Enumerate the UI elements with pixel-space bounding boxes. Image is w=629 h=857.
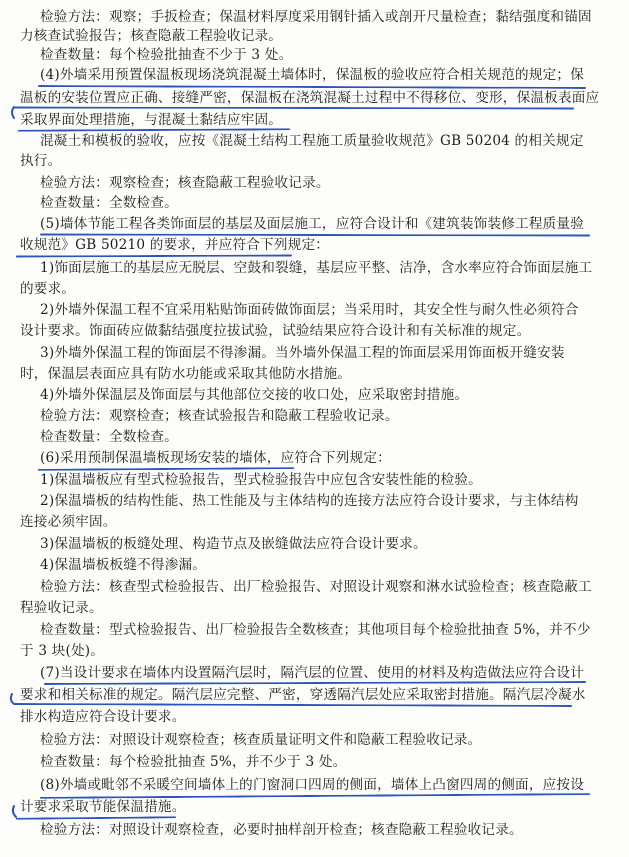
clause-6-heading: (6)采用预制保温墙板现场安装的墙体，应符合下列规定：: [40, 450, 391, 466]
pen-underline: [14, 107, 574, 110]
text-line: 2)保温墙板的结构性能、热工性能及与主体结构的连接方法应符合设计要求，与主体结构: [40, 493, 579, 509]
text-line: 连接必须牢固。: [20, 514, 117, 530]
text-line: 检验方法：核查型式检验报告、出厂检验报告、对照设计观察和淋水试验检查；核查隐蔽工: [40, 579, 592, 595]
pen-hook: [13, 806, 16, 817]
text-line: 时，保温层表面应具有防水功能或采取其他防水措施。: [20, 366, 352, 382]
text-line: 4)外墙外保温层及饰面层与其他部位交接的收口处，应采取密封措施。: [40, 387, 469, 403]
text-line: 检查数量：全数检查。: [40, 429, 178, 445]
text-line: 温板的安装位置应正确、接缝严密，保温板在浇筑混凝土过程中不得移位、变形，保温板表面应: [20, 90, 600, 106]
text-line: 1)保温墙板应有型式检验报告，型式检验报告中应包含安装性能的检验。: [40, 472, 482, 488]
clause-4-heading: (4)外墙采用预置保温板现场浇筑混凝土墙体时，保温板的验收应符合相关规范的规定；保: [40, 67, 585, 83]
text-line: 要求和相关标准的规定。隔汽层应完整、严密，穿透隔汽层处应采取密封措施。隔汽层冷凝水: [20, 687, 586, 703]
clause-7-heading: (7)当设计要求在墙体内设置隔汽层时，隔汽层的位置、使用的材料及构造做法应符合设计: [40, 665, 585, 681]
pen-underline: [16, 816, 176, 819]
text-line: 检查数量：每个检验批抽查不少于 3 处。: [40, 47, 293, 63]
text-line: 收规范》GB 50210 的要求，并应符合下列规定：: [20, 237, 330, 253]
text-line: 设计要求。饰面砖应做黏结强度拉拔试验，试验结果应符合设计和有关标准的规定。: [20, 323, 531, 339]
text-line: 检验方法：对照设计观察检查；核查质量证明文件和隐蔽工程验收记录。: [40, 732, 482, 748]
clause-8-heading: (8)外墙或毗邻不采暖空间墙体上的门窗洞口四周的侧面，墙体上凸窗四周的侧面，应按设: [40, 777, 585, 793]
clause-5-heading: (5)墙体节能工程各类饰面层的基层及面层施工，应符合设计和《建筑装饰装修工程质量验: [40, 216, 585, 232]
text-line: 检验方法：对照设计观察检查，必要时抽样剖开检查；核查隐蔽工程验收记录。: [40, 822, 523, 838]
text-line: 检验方法：观察检查；核查隐蔽工程验收记录。: [40, 175, 330, 191]
text-line: 于 3 块(处)。: [20, 643, 105, 659]
text-line: 3)保温墙板的板缝处理、构造节点及嵌缝做法应符合设计要求。: [40, 536, 427, 552]
text-line: 1)饰面层施工的基层应无脱层、空鼓和裂缝，基层应平整、洁净，含水率应符合饰面层施工: [40, 260, 593, 276]
text-line: 的要求。: [20, 281, 76, 297]
text-line: 力核查试验报告；核查隐蔽工程验收记录。: [20, 28, 283, 44]
text-line: 检验方法：观察检查；核查试验报告和隐蔽工程验收记录。: [40, 408, 399, 424]
text-line: 3)外墙外保温工程的饰面层不得渗漏。当外墙外保温工程的饰面层采用饰面板开缝安装: [40, 345, 565, 361]
text-line: 检查数量：型式检验报告、出厂检验报告全数核查；其他项目每个检验批抽查 5%，并不少: [40, 622, 591, 638]
text-line: 检验方法：观察；手扳检查；保温材料厚度采用钢针插入或剖开尺量检查；黏结强度和锚固: [40, 9, 592, 25]
text-line: 执行。: [20, 153, 62, 169]
text-line: 采取界面处理措施，与混凝土黏结应牢固。: [20, 112, 283, 128]
text-line: 计要求采取节能保温措施。: [20, 799, 186, 815]
text-line: 检查数量：每个检验批抽查 5%，并不少于 3 处。: [40, 754, 347, 770]
pen-hook: [12, 107, 14, 118]
text-line: 程验收记录。: [20, 600, 103, 616]
text-line: 检查数量：全数检查。: [40, 195, 178, 211]
pen-underline: [16, 255, 292, 258]
text-line: 4)保温墙板板缝不得渗漏。: [40, 557, 207, 573]
text-line: 2)外墙外保温工程不宜采用粘贴饰面砖做饰面层；当采用时，其安全性与耐久性必须符合: [40, 302, 579, 318]
text-line: 排水构造应符合设计要求。: [20, 709, 186, 725]
text-line: 混凝土和模板的验收，应按《混凝土结构工程施工质量验收规范》GB 50204 的相关规定: [40, 133, 584, 149]
